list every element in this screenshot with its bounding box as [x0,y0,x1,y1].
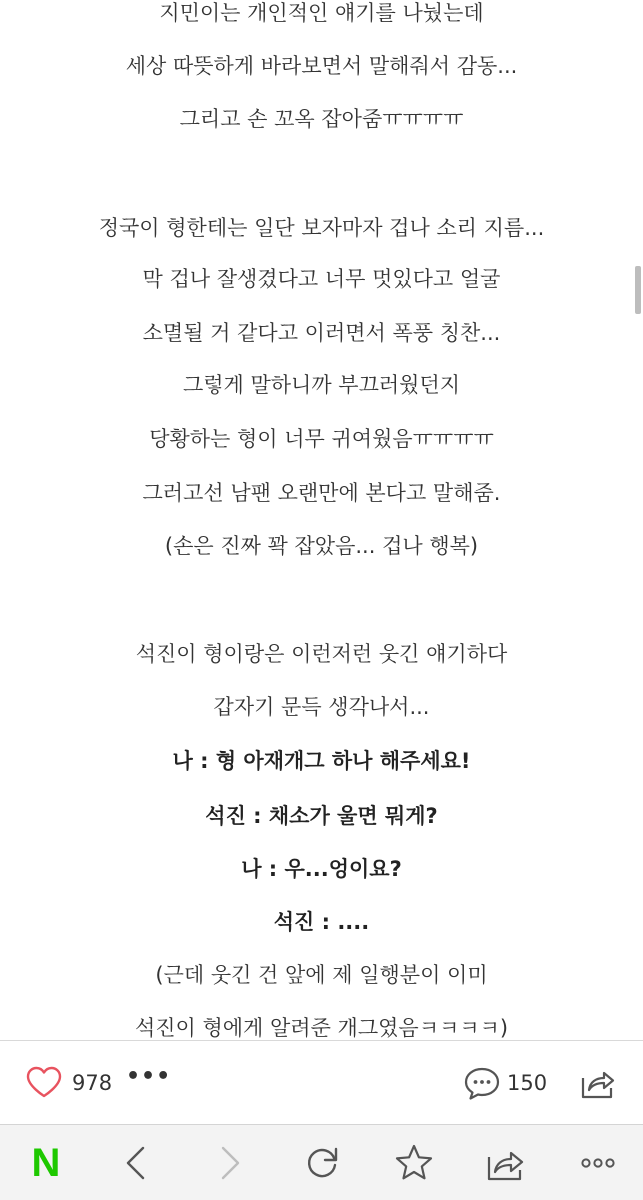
post-line: 당황하는 형이 너무 귀여웠음ㅠㅠㅠㅠ [149,427,494,451]
post-line: 소멸될 거 같다고 이러면서 폭풍 칭찬... [142,321,501,345]
post-line: 막 겁나 잘생겼다고 너무 멋있다고 얼굴 [142,267,501,291]
scrollbar-thumb[interactable] [635,266,641,314]
naver-logo[interactable] [20,1137,72,1189]
comment-count: 150 [507,1071,548,1095]
post-line: 그렇게 말하니까 부끄러웠던지 [182,373,461,397]
browser-toolbar [0,1124,643,1200]
post-line: 정국이 형한테는 일단 보자마자 겁나 소리 지름... [98,216,545,240]
post-line-bold: 석진 : .... [273,910,370,934]
post-line-bold: 나 : 우...엉이요? [241,857,402,881]
post-action-bar [0,1040,643,1124]
post-line: 석진이 형에게 알려준 개그였음ㅋㅋㅋㅋ) [134,1016,509,1040]
star-icon[interactable] [388,1137,440,1189]
forward-icon[interactable] [204,1137,256,1189]
post-line: (근데 웃긴 건 앞에 제 일행분이 이미 [155,963,488,987]
heart-icon[interactable] [24,1063,64,1103]
back-icon[interactable] [110,1137,162,1189]
post-line: 세상 따뜻하게 바라보면서 말해줘서 감동... [125,54,518,78]
post-line: 지민이는 개인적인 얘기를 나눴는데 [159,1,484,25]
post-line: 그리고 손 꼬옥 잡아줌ㅠㅠㅠㅠ [179,107,464,131]
post-line-bold: 나 : 형 아재개그 하나 해주세요! [172,749,471,773]
post-line-bold: 석진 : 채소가 울면 뭐게? [205,804,438,828]
naver-logo-text: N [31,1141,61,1185]
share-icon[interactable] [578,1063,618,1103]
post-line: 석진이 형이랑은 이런저런 웃긴 얘기하다 [135,642,508,666]
post-line: (손은 진짜 꽉 잡았음... 겁나 행복) [164,534,479,558]
share-icon[interactable] [480,1137,532,1189]
comment-icon[interactable] [462,1063,502,1103]
like-count: 978 [72,1071,113,1095]
post-line: 그러고선 남팬 오랜만에 본다고 말해줌. [142,481,501,505]
more-options-button[interactable]: ••• [126,1064,172,1089]
post-line: 갑자기 문득 생각나서... [213,695,430,719]
more-icon[interactable] [572,1137,624,1189]
refresh-icon[interactable] [296,1137,348,1189]
